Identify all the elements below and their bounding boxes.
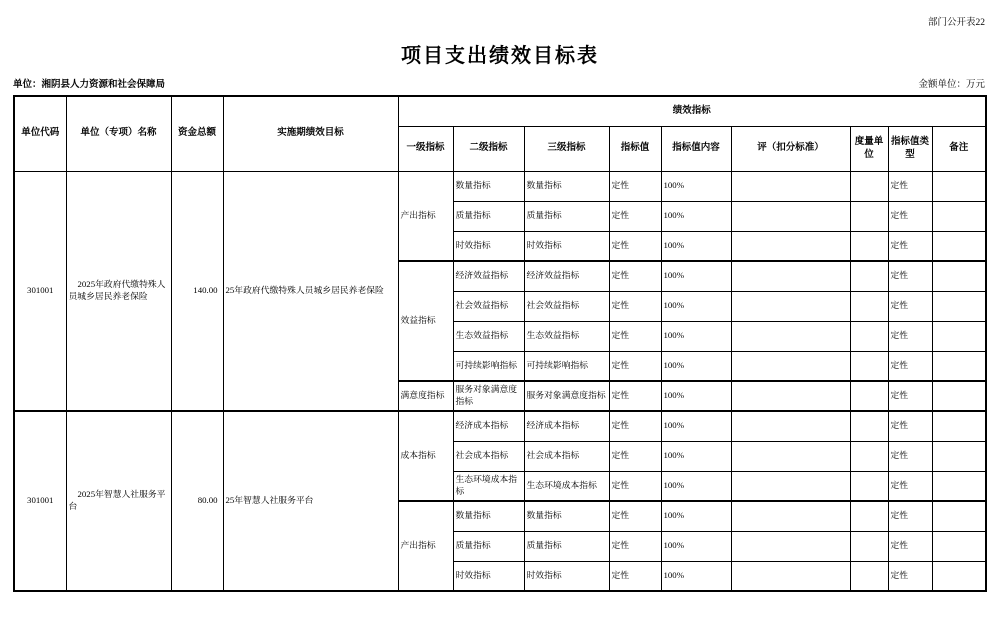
header-performance-indicators: 绩效指标 bbox=[398, 96, 986, 126]
level3-indicator-cell: 数量指标 bbox=[524, 171, 609, 201]
scoring-standard-cell bbox=[731, 351, 850, 381]
indicator-value-type-cell: 定性 bbox=[888, 201, 932, 231]
indicator-value-type-cell: 定性 bbox=[888, 351, 932, 381]
indicator-value-type-cell: 定性 bbox=[888, 501, 932, 531]
measure-unit-cell bbox=[850, 321, 888, 351]
level2-indicator-cell: 服务对象满意度指标 bbox=[453, 381, 524, 411]
indicator-value-cell: 定性 bbox=[609, 501, 661, 531]
level3-indicator-cell: 服务对象满意度指标 bbox=[524, 381, 609, 411]
measure-unit-cell bbox=[850, 351, 888, 381]
remark-cell bbox=[932, 471, 986, 501]
remark-cell bbox=[932, 531, 986, 561]
level2-indicator-cell: 生态环境成本指标 bbox=[453, 471, 524, 501]
measure-unit-cell bbox=[850, 501, 888, 531]
measure-unit-cell bbox=[850, 471, 888, 501]
remark-cell bbox=[932, 231, 986, 261]
remark-cell bbox=[932, 441, 986, 471]
indicator-value-content-cell: 100% bbox=[661, 501, 731, 531]
scoring-standard-cell bbox=[731, 471, 850, 501]
corner-label: 部门公开表22 bbox=[927, 18, 985, 28]
indicator-value-content-cell: 100% bbox=[661, 381, 731, 411]
performance-target-table bbox=[13, 95, 987, 592]
level2-indicator-cell: 经济成本指标 bbox=[453, 411, 524, 441]
measure-unit-cell bbox=[850, 441, 888, 471]
header-level2-indicator: 二级指标 bbox=[453, 126, 524, 171]
unit-code-cell: 301001 bbox=[14, 411, 66, 591]
scoring-standard-cell bbox=[731, 231, 850, 261]
indicator-value-cell: 定性 bbox=[609, 261, 661, 291]
period-goal-cell: 25年政府代缴特殊人员城乡居民养老保险 bbox=[223, 171, 398, 411]
remark-cell bbox=[932, 201, 986, 231]
scoring-standard-cell bbox=[731, 441, 850, 471]
indicator-value-cell: 定性 bbox=[609, 291, 661, 321]
header-indicator-value-type: 指标值类型 bbox=[888, 126, 932, 171]
meta-row bbox=[13, 76, 985, 90]
indicator-value-cell: 定性 bbox=[609, 321, 661, 351]
scoring-standard-cell bbox=[731, 411, 850, 441]
amount-unit-label: 金额单位：万元 bbox=[918, 80, 985, 90]
scoring-standard-cell bbox=[731, 291, 850, 321]
level3-indicator-cell: 社会成本指标 bbox=[524, 441, 609, 471]
indicator-value-type-cell: 定性 bbox=[888, 411, 932, 441]
scoring-standard-cell bbox=[731, 501, 850, 531]
indicator-value-content-cell: 100% bbox=[661, 171, 731, 201]
header-remark: 备注 bbox=[932, 126, 986, 171]
level3-indicator-cell: 数量指标 bbox=[524, 501, 609, 531]
level2-indicator-cell: 数量指标 bbox=[453, 171, 524, 201]
header-scoring-standard: 评（扣分标准） bbox=[731, 126, 850, 171]
indicator-value-cell: 定性 bbox=[609, 561, 661, 591]
indicator-value-content-cell: 100% bbox=[661, 261, 731, 291]
indicator-value-content-cell: 100% bbox=[661, 231, 731, 261]
level3-indicator-cell: 时效指标 bbox=[524, 231, 609, 261]
measure-unit-cell bbox=[850, 201, 888, 231]
indicator-value-cell: 定性 bbox=[609, 381, 661, 411]
indicator-value-content-cell: 100% bbox=[661, 291, 731, 321]
indicator-value-type-cell: 定性 bbox=[888, 531, 932, 561]
remark-cell bbox=[932, 261, 986, 291]
level1-indicator-cell: 满意度指标 bbox=[398, 381, 453, 411]
indicator-value-content-cell: 100% bbox=[661, 531, 731, 561]
unit-label: 单位：湘阴县人力资源和社会保障局 bbox=[13, 80, 166, 90]
measure-unit-cell bbox=[850, 261, 888, 291]
level3-indicator-cell: 生态效益指标 bbox=[524, 321, 609, 351]
remark-cell bbox=[932, 171, 986, 201]
level3-indicator-cell: 经济成本指标 bbox=[524, 411, 609, 441]
total-fund-cell: 80.00 bbox=[171, 411, 223, 591]
level1-indicator-cell: 成本指标 bbox=[398, 411, 453, 501]
scoring-standard-cell bbox=[731, 171, 850, 201]
header-period-goal: 实施期绩效目标 bbox=[223, 96, 398, 171]
level3-indicator-cell: 生态环境成本指标 bbox=[524, 471, 609, 501]
indicator-value-cell: 定性 bbox=[609, 351, 661, 381]
scoring-standard-cell bbox=[731, 261, 850, 291]
level2-indicator-cell: 生态效益指标 bbox=[453, 321, 524, 351]
level3-indicator-cell: 经济效益指标 bbox=[524, 261, 609, 291]
unit-code-cell: 301001 bbox=[14, 171, 66, 411]
remark-cell bbox=[932, 351, 986, 381]
indicator-value-content-cell: 100% bbox=[661, 441, 731, 471]
header-level1-indicator: 一级指标 bbox=[398, 126, 453, 171]
indicator-value-type-cell: 定性 bbox=[888, 291, 932, 321]
level2-indicator-cell: 数量指标 bbox=[453, 501, 524, 531]
header-unit-code: 单位代码 bbox=[14, 96, 66, 171]
indicator-value-type-cell: 定性 bbox=[888, 441, 932, 471]
level2-indicator-cell: 质量指标 bbox=[453, 531, 524, 561]
header-level3-indicator: 三级指标 bbox=[524, 126, 609, 171]
measure-unit-cell bbox=[850, 171, 888, 201]
project-name-cell: 2025年智慧人社服务平台 bbox=[66, 411, 171, 591]
indicator-value-cell: 定性 bbox=[609, 441, 661, 471]
measure-unit-cell bbox=[850, 291, 888, 321]
indicator-value-type-cell: 定性 bbox=[888, 261, 932, 291]
period-goal-cell: 25年智慧人社服务平台 bbox=[223, 411, 398, 591]
table-row bbox=[14, 411, 986, 441]
indicator-value-content-cell: 100% bbox=[661, 201, 731, 231]
remark-cell bbox=[932, 561, 986, 591]
indicator-value-type-cell: 定性 bbox=[888, 381, 932, 411]
level3-indicator-cell: 社会效益指标 bbox=[524, 291, 609, 321]
total-fund-cell: 140.00 bbox=[171, 171, 223, 411]
indicator-value-cell: 定性 bbox=[609, 471, 661, 501]
table-row bbox=[14, 171, 986, 201]
indicator-value-cell: 定性 bbox=[609, 531, 661, 561]
scoring-standard-cell bbox=[731, 321, 850, 351]
remark-cell bbox=[932, 321, 986, 351]
scoring-standard-cell bbox=[731, 561, 850, 591]
measure-unit-cell bbox=[850, 411, 888, 441]
level3-indicator-cell: 质量指标 bbox=[524, 531, 609, 561]
remark-cell bbox=[932, 411, 986, 441]
remark-cell bbox=[932, 381, 986, 411]
measure-unit-cell bbox=[850, 231, 888, 261]
indicator-value-type-cell: 定性 bbox=[888, 561, 932, 591]
level2-indicator-cell: 社会成本指标 bbox=[453, 441, 524, 471]
level2-indicator-cell: 时效指标 bbox=[453, 561, 524, 591]
level3-indicator-cell: 时效指标 bbox=[524, 561, 609, 591]
indicator-value-type-cell: 定性 bbox=[888, 231, 932, 261]
scoring-standard-cell bbox=[731, 531, 850, 561]
level2-indicator-cell: 时效指标 bbox=[453, 231, 524, 261]
level2-indicator-cell: 社会效益指标 bbox=[453, 291, 524, 321]
measure-unit-cell bbox=[850, 561, 888, 591]
indicator-value-cell: 定性 bbox=[609, 411, 661, 441]
measure-unit-cell bbox=[850, 531, 888, 561]
indicator-value-content-cell: 100% bbox=[661, 321, 731, 351]
indicator-value-content-cell: 100% bbox=[661, 561, 731, 591]
indicator-value-cell: 定性 bbox=[609, 201, 661, 231]
indicator-value-content-cell: 100% bbox=[661, 411, 731, 441]
scoring-standard-cell bbox=[731, 381, 850, 411]
level1-indicator-cell: 产出指标 bbox=[398, 501, 453, 591]
header-measure-unit: 度量单位 bbox=[850, 126, 888, 171]
level3-indicator-cell: 质量指标 bbox=[524, 201, 609, 231]
indicator-value-content-cell: 100% bbox=[661, 471, 731, 501]
header-unit-name: 单位（专项）名称 bbox=[66, 96, 171, 171]
indicator-value-type-cell: 定性 bbox=[888, 321, 932, 351]
remark-cell bbox=[932, 291, 986, 321]
remark-cell bbox=[932, 501, 986, 531]
level2-indicator-cell: 经济效益指标 bbox=[453, 261, 524, 291]
measure-unit-cell bbox=[850, 381, 888, 411]
level2-indicator-cell: 质量指标 bbox=[453, 201, 524, 231]
indicator-value-cell: 定性 bbox=[609, 171, 661, 201]
indicator-value-content-cell: 100% bbox=[661, 351, 731, 381]
scoring-standard-cell bbox=[731, 201, 850, 231]
level2-indicator-cell: 可持续影响指标 bbox=[453, 351, 524, 381]
level3-indicator-cell: 可持续影响指标 bbox=[524, 351, 609, 381]
indicator-value-type-cell: 定性 bbox=[888, 471, 932, 501]
header-indicator-value-content: 指标值内容 bbox=[661, 126, 731, 171]
header-total-fund: 资金总额 bbox=[171, 96, 223, 171]
level1-indicator-cell: 效益指标 bbox=[398, 261, 453, 381]
indicator-value-type-cell: 定性 bbox=[888, 171, 932, 201]
indicator-value-cell: 定性 bbox=[609, 231, 661, 261]
page-title: 项目支出绩效目标表 bbox=[401, 45, 599, 67]
project-name-cell: 2025年政府代缴特殊人员城乡居民养老保险 bbox=[66, 171, 171, 411]
header-indicator-value: 指标值 bbox=[609, 126, 661, 171]
level1-indicator-cell: 产出指标 bbox=[398, 171, 453, 261]
